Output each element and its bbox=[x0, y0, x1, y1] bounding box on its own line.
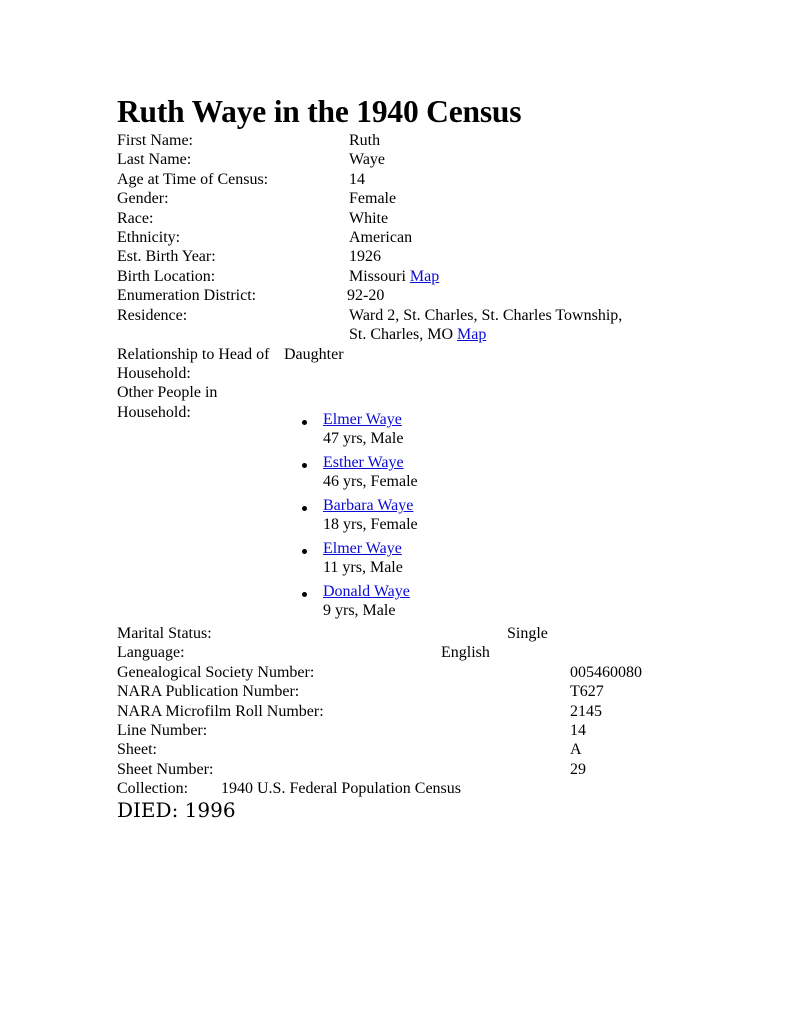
line-number-value: 14 bbox=[570, 722, 586, 739]
other-people-label-line1: Other People in bbox=[117, 384, 218, 401]
household-member-link[interactable]: Esther Waye bbox=[323, 454, 404, 471]
bullet-icon bbox=[302, 549, 307, 554]
gs-number-label: Genealogical Society Number: bbox=[117, 664, 315, 681]
ethnicity-label: Ethnicity: bbox=[117, 229, 181, 246]
language-label: Language: bbox=[117, 644, 185, 661]
bullet-icon bbox=[302, 463, 307, 468]
sheet-number-label: Sheet Number: bbox=[117, 761, 214, 778]
household-member-detail: 46 yrs, Female bbox=[323, 473, 418, 490]
birth-year-value: 1926 bbox=[349, 248, 381, 265]
residence-label: Residence: bbox=[117, 307, 188, 324]
nara-publication-label: NARA Publication Number: bbox=[117, 683, 300, 700]
household-member-detail: 18 yrs, Female bbox=[323, 516, 418, 533]
ethnicity-value: American bbox=[349, 229, 413, 246]
birth-year-label: Est. Birth Year: bbox=[117, 248, 216, 265]
relationship-label-line2: Household: bbox=[117, 365, 191, 382]
age-label: Age at Time of Census: bbox=[117, 171, 269, 188]
residence-map-link[interactable]: Map bbox=[457, 326, 487, 343]
died-year: DIED: 1996 bbox=[117, 798, 236, 822]
sheet-label: Sheet: bbox=[117, 741, 157, 758]
residence-line1: Ward 2, St. Charles, St. Charles Township, bbox=[349, 307, 623, 324]
household-member-detail: 47 yrs, Male bbox=[323, 430, 404, 447]
enumeration-district-label: Enumeration District: bbox=[117, 287, 257, 304]
gender-label: Gender: bbox=[117, 190, 169, 207]
birth-location-label: Birth Location: bbox=[117, 268, 216, 285]
page-title: Ruth Waye in the 1940 Census bbox=[117, 94, 522, 129]
first-name-value: Ruth bbox=[349, 132, 381, 149]
residence-line2 bbox=[349, 325, 486, 344]
other-people-label-line2: Household: bbox=[117, 404, 191, 421]
gs-number-value: 005460080 bbox=[570, 664, 642, 681]
bullet-icon bbox=[302, 420, 307, 425]
birth-location-text: Missouri bbox=[349, 268, 406, 285]
household-member-link[interactable]: Elmer Waye bbox=[323, 411, 402, 428]
sheet-value: A bbox=[570, 741, 582, 758]
age-value: 14 bbox=[349, 171, 365, 188]
bullet-icon bbox=[302, 592, 307, 597]
collection-label: Collection: bbox=[117, 780, 189, 797]
race-label: Race: bbox=[117, 210, 154, 227]
gender-value: Female bbox=[349, 190, 397, 207]
residence-line2-text: St. Charles, MO bbox=[349, 326, 453, 343]
marital-status-label: Marital Status: bbox=[117, 625, 212, 642]
line-number-label: Line Number: bbox=[117, 722, 208, 739]
household-member-link[interactable]: Barbara Waye bbox=[323, 497, 414, 514]
household-member-detail: 11 yrs, Male bbox=[323, 559, 403, 576]
nara-publication-value: T627 bbox=[570, 683, 604, 700]
nara-roll-value: 2145 bbox=[570, 703, 602, 720]
race-value: White bbox=[349, 210, 389, 227]
relationship-value: Daughter bbox=[284, 346, 344, 363]
sheet-number-value: 29 bbox=[570, 761, 586, 778]
nara-roll-label: NARA Microfilm Roll Number: bbox=[117, 703, 324, 720]
last-name-value: Waye bbox=[349, 151, 386, 168]
first-name-label: First Name: bbox=[117, 132, 193, 149]
collection-value: 1940 U.S. Federal Population Census bbox=[221, 780, 461, 797]
relationship-label-line1: Relationship to Head of bbox=[117, 346, 270, 363]
birth-location-map-link[interactable]: Map bbox=[409, 268, 440, 285]
household-member-link[interactable]: Elmer Waye bbox=[323, 540, 402, 557]
enumeration-district-value: 92-20 bbox=[347, 287, 385, 304]
marital-status-value: Single bbox=[507, 625, 548, 642]
household-member-link[interactable]: Donald Waye bbox=[323, 583, 410, 600]
household-member-detail: 9 yrs, Male bbox=[323, 602, 396, 619]
bullet-icon bbox=[302, 506, 307, 511]
last-name-label: Last Name: bbox=[117, 151, 192, 168]
birth-location-value bbox=[349, 267, 439, 286]
language-value: English bbox=[441, 644, 490, 661]
